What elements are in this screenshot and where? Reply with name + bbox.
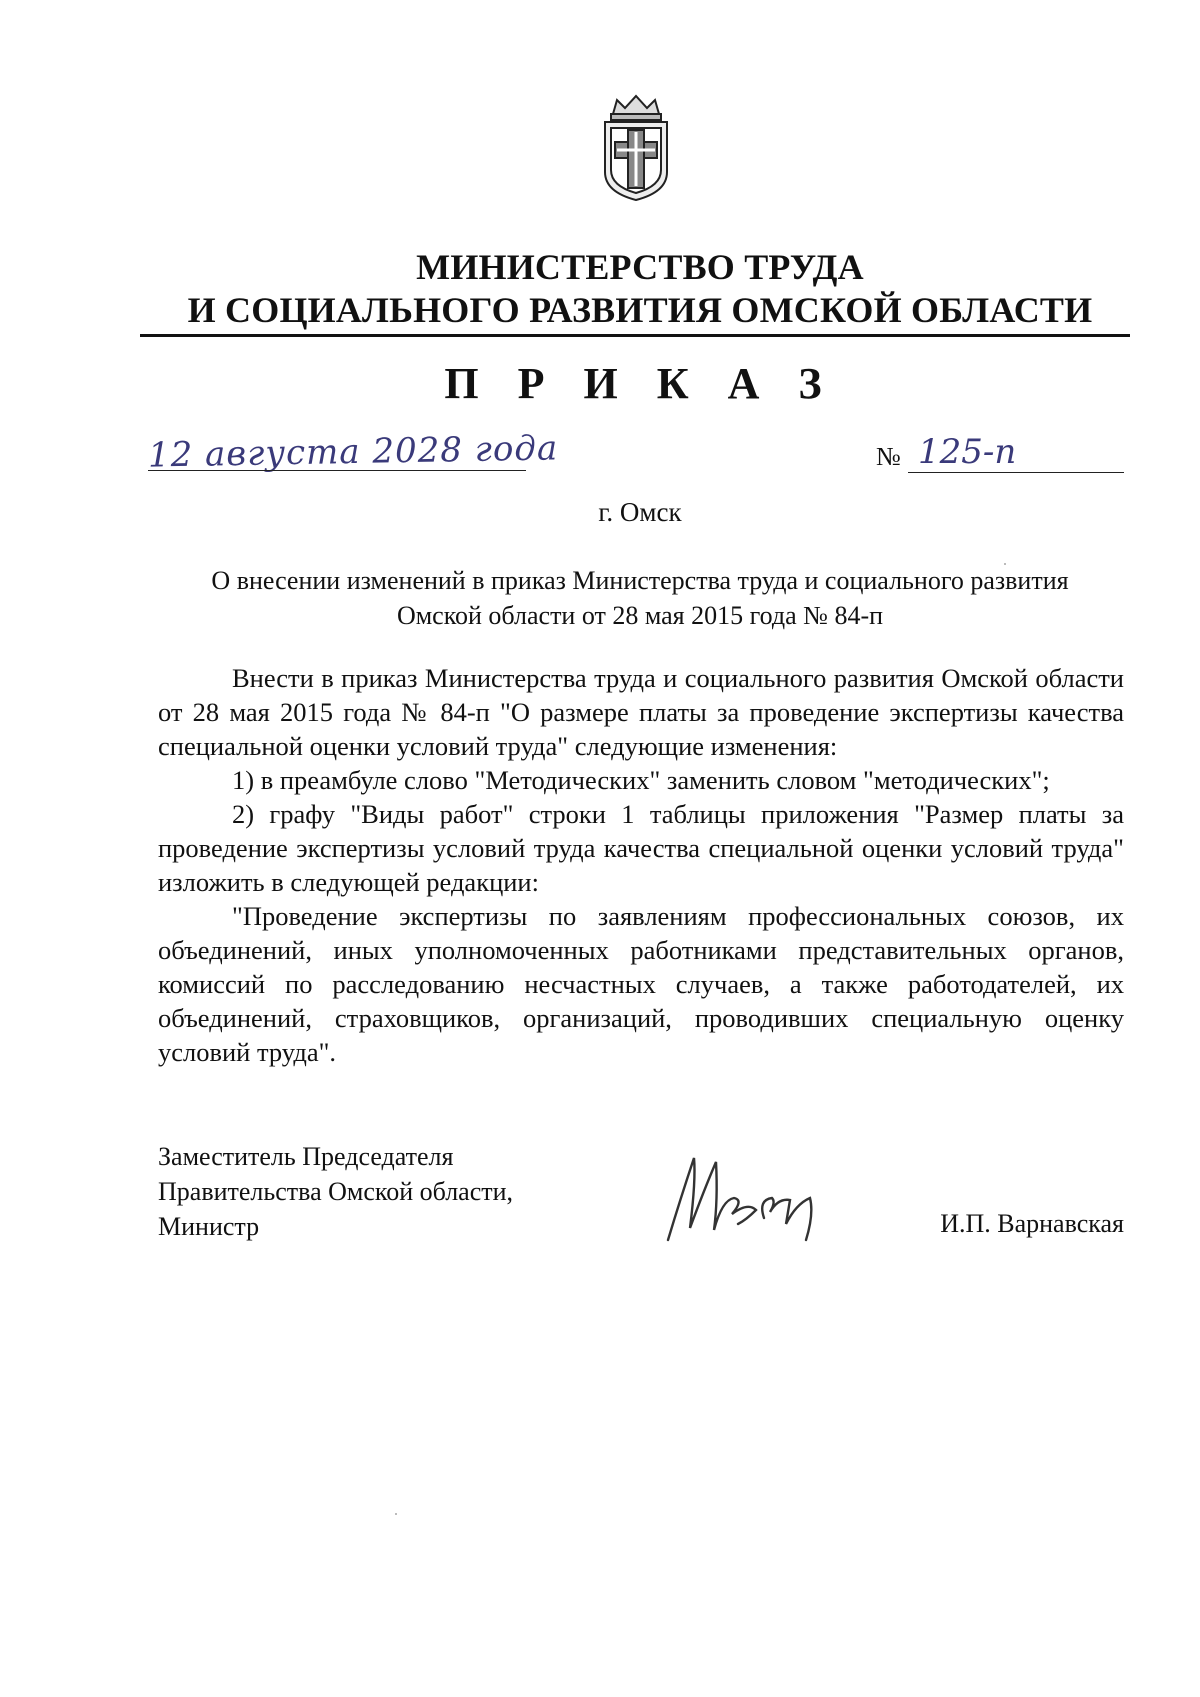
ministry-title-line2: И СОЦИАЛЬНОГО РАЗВИТИЯ ОМСКОЙ ОБЛАСТИ xyxy=(187,290,1093,330)
order-subject xyxy=(160,563,1120,633)
number-sign: № xyxy=(876,442,901,471)
body-paragraph-2: 1) в преамбуле слово "Методических" заменить словом "методических"; xyxy=(232,765,1050,795)
city: г. Омск xyxy=(598,497,682,527)
body-paragraph-1: Внести в приказ Министерства труда и социального развития Омской области от 28 мая 2015 года № 84-п "О размере платы за проведение экспертизы качества специальной оценки условий труда" следующие изменения: xyxy=(158,663,1124,761)
scan-speck xyxy=(395,1513,397,1515)
order-date: 12 августа 2028 года xyxy=(147,428,559,476)
header-divider xyxy=(140,334,1130,337)
signer-name: И.П. Варнавская xyxy=(940,1209,1124,1238)
signer-position-line2: Правительства Омской области, xyxy=(158,1177,514,1206)
handwritten-signature xyxy=(660,1140,840,1250)
order-number: 125-п xyxy=(918,432,1017,472)
date-underline xyxy=(148,470,526,471)
signer-position-line1: Заместитель Председателя xyxy=(158,1142,454,1171)
ministry-title-line1: МИНИСТЕРСТВО ТРУДА xyxy=(416,247,864,287)
coat-of-arms-icon xyxy=(591,92,681,204)
body-paragraph-4: "Проведение экспертизы по заявлениям профессиональных союзов, их объединений, иных уполномоченных работниками представительных органов, комиссий по расследованию несчастных случаев, а также работодателей, их объединений, страховщиков, организаций, проводивших специальную оценку условий труда". xyxy=(158,901,1124,1067)
number-underline xyxy=(908,472,1124,473)
signer-position xyxy=(158,1139,513,1244)
body-paragraph-3: 2) графу "Виды работ" строки 1 таблицы приложения "Размер платы за проведение экспертизы условий труда качества специальной оценки условий труда" изложить в следующей редакции: xyxy=(158,799,1124,897)
document-type: П Р И К А З xyxy=(444,359,836,408)
scan-speck xyxy=(1004,563,1006,565)
order-body xyxy=(158,661,1124,1069)
subject-line2: Омской области от 28 мая 2015 года № 84-п xyxy=(396,601,884,630)
signer-position-line3: Министр xyxy=(158,1212,260,1241)
subject-line1: О внесении изменений в приказ Министерства труда и социального развития xyxy=(211,566,1069,595)
